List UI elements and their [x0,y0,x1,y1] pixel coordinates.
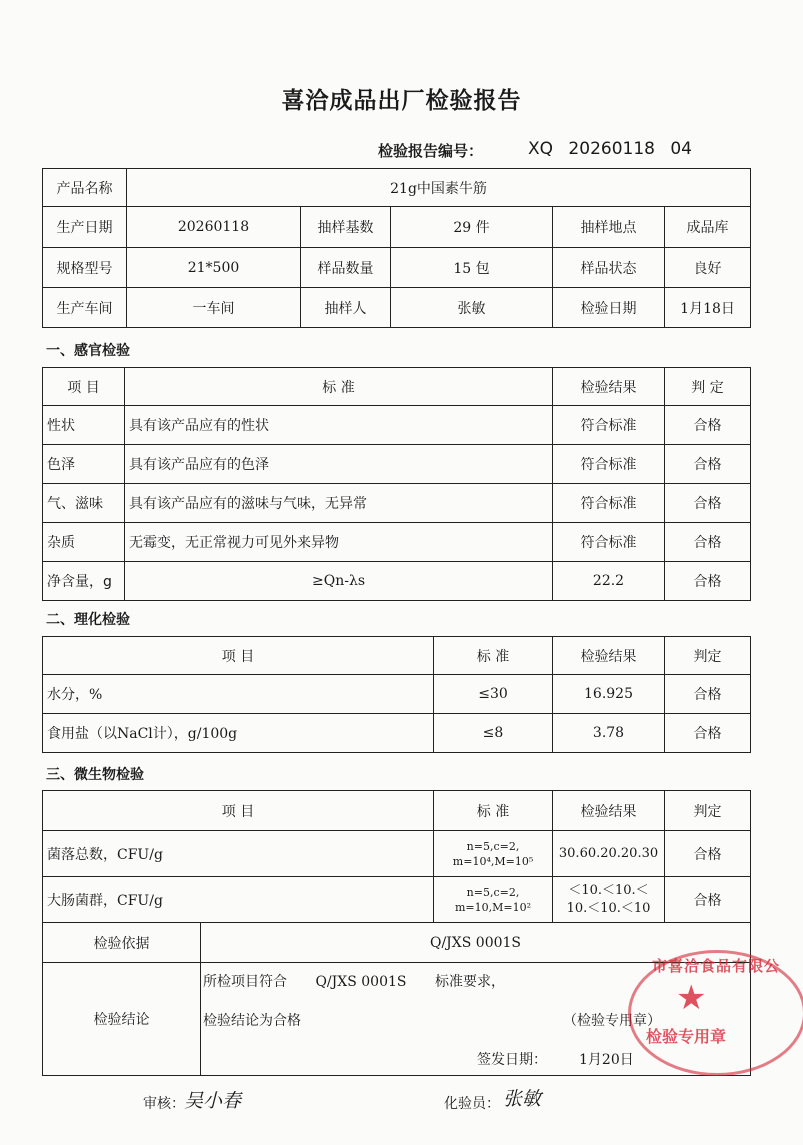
result-cell: 符合标准 [553,484,665,523]
verdict-cell: 合格 [665,406,751,445]
verdict-cell: 合格 [665,484,751,523]
sample-base: 29 件 [391,207,553,248]
spec-label: 规格型号 [43,248,127,288]
table-row [43,445,751,484]
verdict-cell: 合格 [665,831,751,877]
result-cell [553,877,665,923]
report-number-value: XQ 20260118 04 [528,139,692,159]
item-cell: 菌落总数，CFU/g [43,831,434,877]
standard-line: n=5,c=2, [466,839,520,853]
sampler-label: 抽样人 [301,288,391,328]
result-cell: 30.60.20.20.30 [553,831,665,877]
col-header-item: 项 目 [43,637,434,675]
standard-line: m=10⁴,M=10⁵ [452,854,534,868]
sampler: 张敏 [391,288,553,328]
item-cell: 食用盐（以NaCl计），g/100g [43,714,434,753]
standard-line: m=10,M=10² [455,900,532,914]
sign-date: 1月20日 [579,1052,634,1068]
verdict-cell: 合格 [665,562,751,601]
standard-cell [434,831,553,877]
product-name-label: 产品名称 [43,169,127,207]
conclusion-label: 检验结论 [43,963,201,1076]
sensory-table [42,367,751,601]
sensory-heading: 一、感官检验 [46,343,130,359]
standard-line: n=5,c=2, [466,885,520,899]
sample-place: 成品库 [665,207,751,248]
result-cell: 符合标准 [553,406,665,445]
result-cell: 符合标准 [553,523,665,562]
prod-date: 20260118 [127,207,301,248]
spec: 21*500 [127,248,301,288]
standard-cell: 具有该产品应有的性状 [125,406,553,445]
item-cell: 大肠菌群，CFU/g [43,877,434,923]
inspect-date: 1月18日 [665,288,751,328]
result-line: ＜10.＜10.＜ [568,882,649,898]
col-header-result: 检验结果 [553,791,665,831]
result-cell: 16.925 [553,675,665,714]
reviewer-label: 审核： [143,1096,185,1112]
col-header-verdict: 判定 [665,637,751,675]
physchem-heading: 二、理化检验 [46,612,130,628]
verdict-cell: 合格 [665,877,751,923]
conclusion-standard: Q/JXS 0001S [315,974,407,990]
standard-cell: ≤8 [434,714,553,753]
item-cell: 气、滋味 [43,484,125,523]
table-row [43,484,751,523]
workshop-label: 生产车间 [43,288,127,328]
star-icon: ★ [676,978,707,1018]
result-cell: 22.2 [553,562,665,601]
table-row [43,562,751,601]
standard-cell: 无霉变，无正常视力可见外来异物 [125,523,553,562]
standard-cell: ≤30 [434,675,553,714]
report-number-label: 检验报告编号： [378,142,484,160]
col-header-standard: 标 准 [434,791,553,831]
standard-cell: ≥Qn-λs [125,562,553,601]
item-cell: 杂质 [43,523,125,562]
physchem-table [42,636,751,753]
col-header-result: 检验结果 [553,637,665,675]
item-cell: 性状 [43,406,125,445]
verdict-cell: 合格 [665,714,751,753]
col-header-result: 检验结果 [553,368,665,406]
standard-cell: 具有该产品应有的色泽 [125,445,553,484]
basis-label: 检验依据 [43,923,201,963]
conclusion-line2: 检验结论为合格 [203,1013,301,1029]
result-line: 10.＜10.＜10 [566,900,651,916]
col-header-verdict: 判 定 [665,368,751,406]
col-header-item: 项 目 [43,791,434,831]
report-title: 喜洽成品出厂检验报告 [281,88,522,114]
workshop: 一车间 [127,288,301,328]
col-header-item: 项 目 [43,368,125,406]
col-header-standard: 标 准 [125,368,553,406]
sample-qty: 15 包 [391,248,553,288]
standard-cell [434,877,553,923]
inspect-date-label: 检验日期 [553,288,665,328]
result-cell: 符合标准 [553,445,665,484]
table-row [43,714,751,753]
analyst-label: 化验员： [444,1096,500,1112]
table-row [43,523,751,562]
col-header-standard: 标 准 [434,637,553,675]
sample-base-label: 抽样基数 [301,207,391,248]
prod-date-label: 生产日期 [43,207,127,248]
seal-note: （检验专用章） [563,1013,661,1029]
table-row [43,675,751,714]
conclusion-text: 标准要求， [434,974,505,990]
col-header-verdict: 判定 [665,791,751,831]
table-row [43,406,751,445]
micro-heading: 三、微生物检验 [46,767,144,783]
seal-company-text: 市喜洽食品有限公 [651,957,780,975]
analyst-signature: 张敏 [503,1088,542,1110]
verdict-cell: 合格 [665,675,751,714]
reviewer-signature: 吴小春 [184,1090,242,1112]
basis-value: Q/JXS 0001S [201,923,751,963]
table-row [43,831,751,877]
sample-place-label: 抽样地点 [553,207,665,248]
verdict-cell: 合格 [665,445,751,484]
product-info-table [42,168,751,328]
standard-cell: 具有该产品应有的滋味与气味，无异常 [125,484,553,523]
sample-qty-label: 样品数量 [301,248,391,288]
item-cell: 水分，% [43,675,434,714]
verdict-cell: 合格 [665,523,751,562]
table-row [43,877,751,923]
result-cell: 3.78 [553,714,665,753]
conclusion-text: 所检项目符合 [203,974,287,990]
sign-date-label: 签发日期： [477,1052,547,1068]
seal-purpose-text: 检验专用章 [646,1027,727,1046]
sample-state: 良好 [665,248,751,288]
item-cell: 净含量，g [43,562,125,601]
product-name: 21g中国素牛筋 [127,169,751,207]
item-cell: 色泽 [43,445,125,484]
sample-state-label: 样品状态 [553,248,665,288]
